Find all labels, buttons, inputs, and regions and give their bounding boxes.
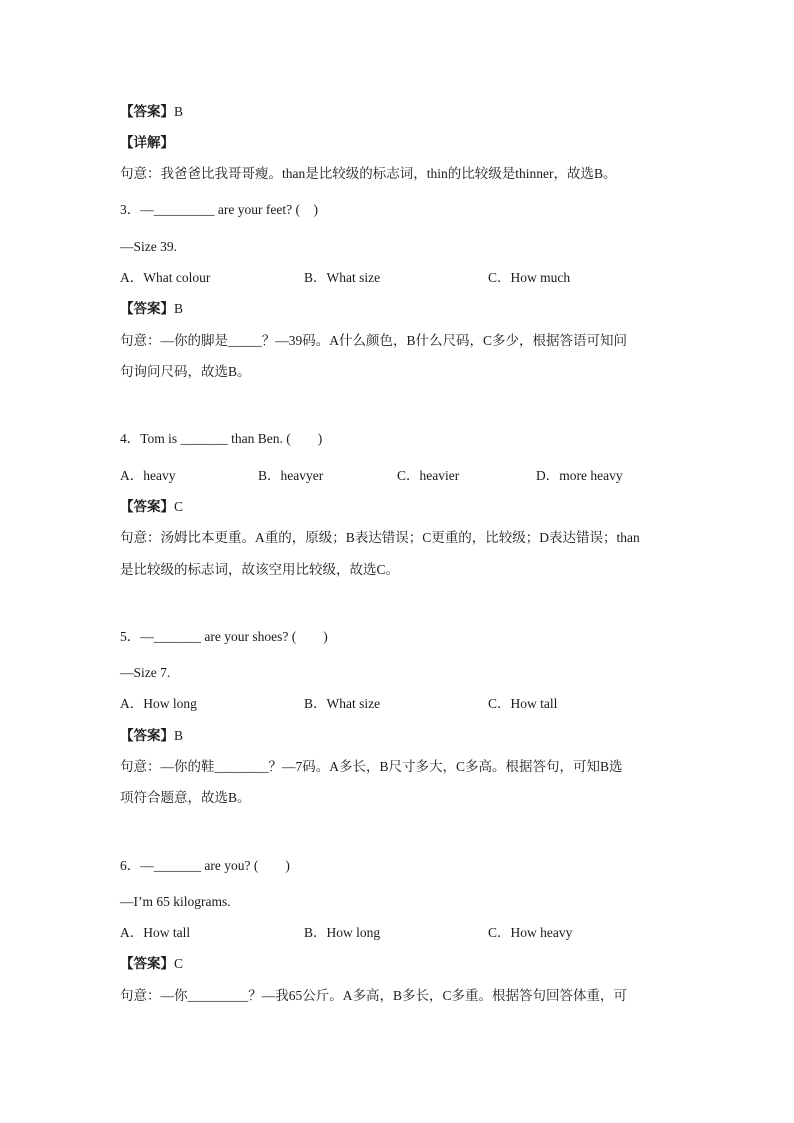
q2-detail-label: 【详解】 <box>120 135 174 150</box>
q4-answer-value: C <box>174 499 184 514</box>
q3-option-b: B．What size <box>304 270 381 285</box>
q5-answer-row <box>120 727 183 745</box>
q2-answer-label: 【答案】 <box>120 104 174 119</box>
q5-reply: —Size 7. <box>120 665 171 680</box>
q6-option-a: A．How tall <box>120 925 191 940</box>
q3-option-a: A．What colour <box>120 270 211 285</box>
q4-explanation-line2: 是比较级的标志词，故该空用比较级，故选C。 <box>120 562 400 577</box>
q4-option-b: B．heavyer <box>258 468 324 483</box>
q6-reply: —I’m 65 kilograms. <box>120 894 231 909</box>
q5-option-a: A．How long <box>120 696 197 711</box>
q5-answer-label: 【答案】 <box>120 728 174 743</box>
q4-stem: 4．Tom is _______ than Ben. ( ) <box>120 431 323 446</box>
q6-answer-row <box>120 955 183 973</box>
q5-option-b: B．What size <box>304 696 381 711</box>
q5-explanation-line2: 项符合题意，故选B。 <box>120 790 251 805</box>
q6-option-c: C．How heavy <box>488 925 573 940</box>
q2-answer-row <box>120 103 183 121</box>
q3-answer-row <box>120 300 183 318</box>
q2-explanation: 句意：我爸爸比我哥哥瘦。than是比较级的标志词，thin的比较级是thinner，故选B。 <box>120 166 617 181</box>
q4-option-a: A．heavy <box>120 468 176 483</box>
q2-answer-value: B <box>174 104 184 119</box>
q3-explanation-line2: 句询问尺码，故选B。 <box>120 364 251 379</box>
q3-stem: 3．—_________ are your feet? ( ) <box>120 202 318 217</box>
q4-option-d: D．more heavy <box>536 468 623 483</box>
q3-option-c: C．How much <box>488 270 571 285</box>
q3-explanation-line1: 句意：—你的脚是_____？—39码。A什么颜色，B什么尺码，C多少，根据答语可知问 <box>120 333 628 348</box>
q4-answer-label: 【答案】 <box>120 499 174 514</box>
q4-answer-row <box>120 498 183 516</box>
q5-explanation-line1: 句意：—你的鞋________？—7码。A多长，B尺寸多大，C多高。根据答句，可知B选 <box>120 759 623 774</box>
q3-reply: —Size 39. <box>120 239 177 254</box>
q6-answer-value: C <box>174 956 184 971</box>
q4-option-c: C．heavier <box>397 468 460 483</box>
q4-explanation-line1: 句意：汤姆比本更重。A重的，原级；B表达错误；C更重的，比较级；D表达错误；than <box>120 530 640 545</box>
q6-stem: 6．—_______ are you? ( ) <box>120 858 290 873</box>
q3-answer-value: B <box>174 301 184 316</box>
q6-answer-label: 【答案】 <box>120 956 174 971</box>
q5-stem: 5．—_______ are your shoes? ( ) <box>120 629 328 644</box>
q6-option-b: B．How long <box>304 925 381 940</box>
q6-explanation-line1: 句意：—你_________？—我65公斤。A多高，B多长，C多重。根据答句回答体重，可 <box>120 988 628 1003</box>
q5-option-c: C．How tall <box>488 696 558 711</box>
q3-answer-label: 【答案】 <box>120 301 174 316</box>
q5-answer-value: B <box>174 728 184 743</box>
